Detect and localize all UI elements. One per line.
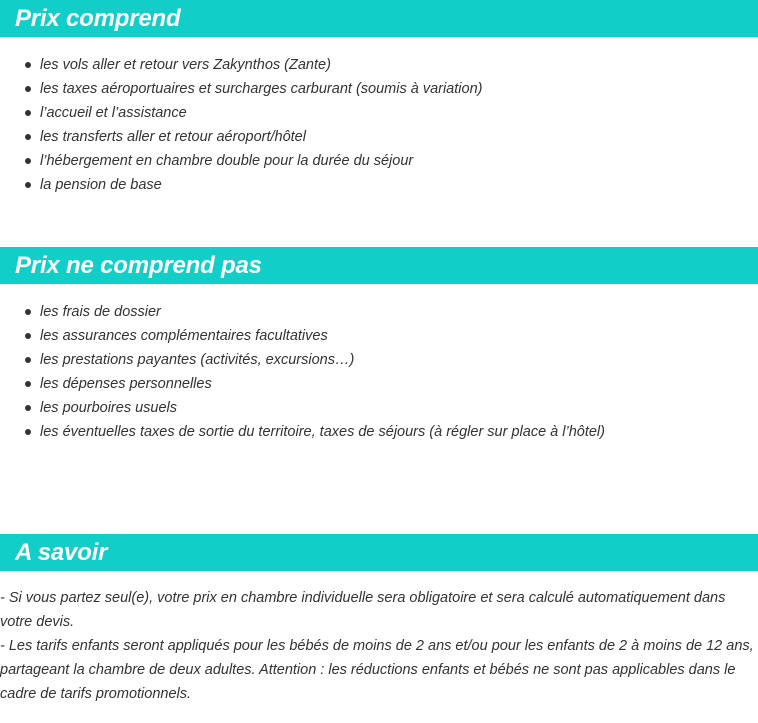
list-item: les dépenses personnelles — [0, 372, 605, 396]
list-item: la pension de base — [0, 173, 482, 197]
section-header-excluded — [0, 247, 758, 284]
list-item: l’accueil et l’assistance — [0, 101, 482, 125]
info-paragraph-child-rates: - Les tarifs enfants seront appliqués pour les bébés de moins de 2 ans et/ou pour les enfants de 2 à moins de 12 ans, partageant la chambre de deux adultes. Attention : les réductions enfants et bébés ne sont pas applicables dans le cadre de tarifs promotionnels. — [0, 638, 754, 702]
list-item: les taxes aéroportuaires et surcharges carburant (soumis à variation) — [0, 77, 482, 101]
list-item: les frais de dossier — [0, 300, 605, 324]
info-text — [0, 586, 758, 706]
list-item: les prestations payantes (activités, excursions…) — [0, 348, 605, 372]
section-title-excluded: Prix ne comprend pas — [15, 252, 262, 279]
list-item: les assurances complémentaires facultatives — [0, 324, 605, 348]
info-paragraph-single-room: - Si vous partez seul(e), votre prix en chambre individuelle sera obligatoire et sera calculé automatiquement dans votre devis. — [0, 590, 726, 630]
section-title-info: A savoir — [15, 539, 108, 566]
list-item: l’hébergement en chambre double pour la durée du séjour — [0, 149, 482, 173]
excluded-list — [0, 300, 605, 444]
section-title-included: Prix comprend — [15, 5, 181, 32]
list-item: les pourboires usuels — [0, 396, 605, 420]
included-list — [0, 53, 482, 197]
list-item: les éventuelles taxes de sortie du territoire, taxes de séjours (à régler sur place à l’hôtel) — [0, 420, 605, 444]
list-item: les transferts aller et retour aéroport/hôtel — [0, 125, 482, 149]
list-item: les vols aller et retour vers Zakynthos (Zante) — [0, 53, 482, 77]
section-header-included — [0, 0, 758, 37]
section-header-info — [0, 534, 758, 571]
